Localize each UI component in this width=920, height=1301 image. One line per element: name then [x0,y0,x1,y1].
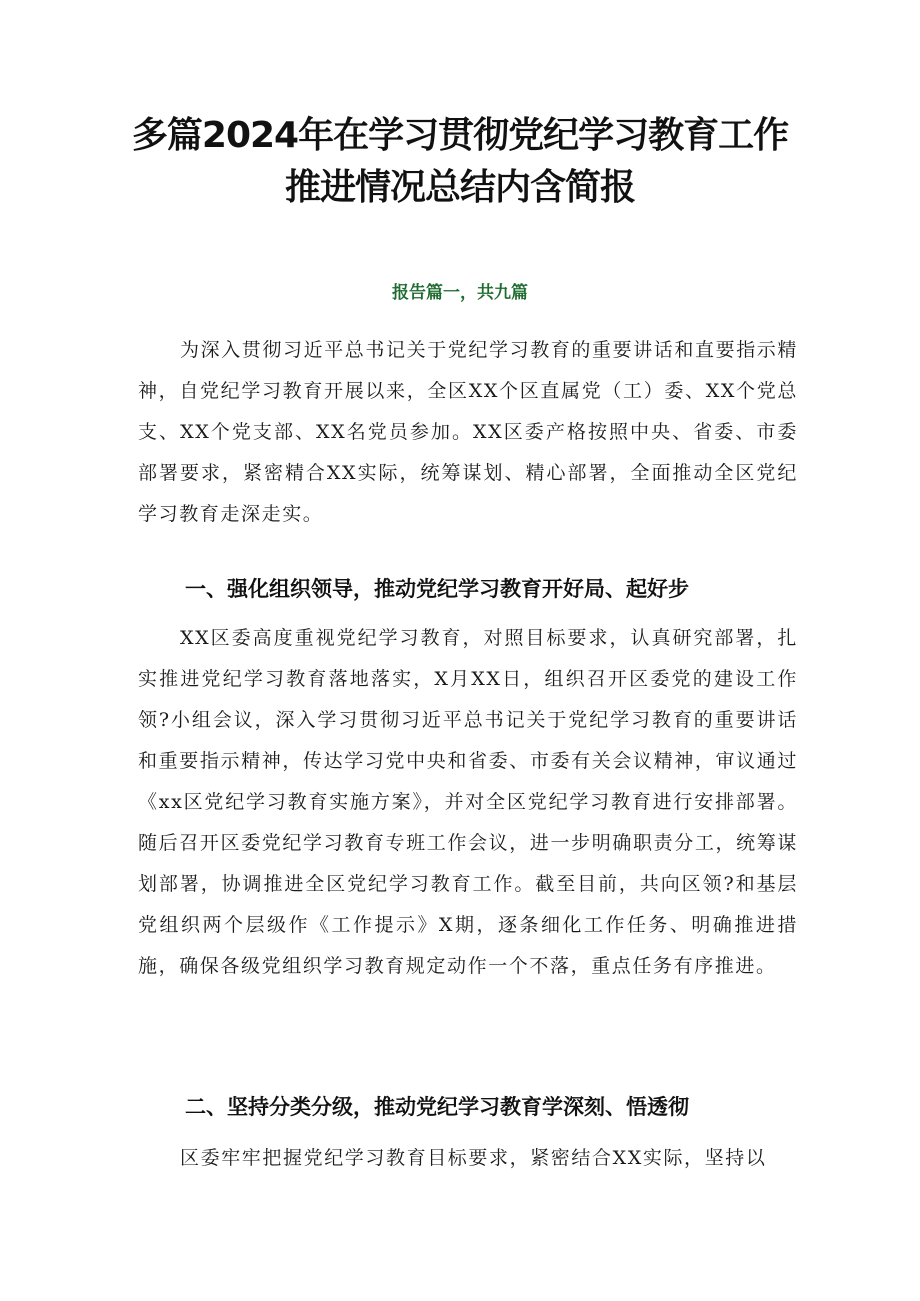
document-title-line-1: 多篇2024年在学习贯彻党纪学习教育工作 [131,115,789,156]
document-title-line-2: 推进情况总结内含简报 [284,167,635,208]
intro-paragraph: 为深入贯彻习近平总书记关于党纪学习教育的重要讲话和直要指示精神，自党纪学习教育开展以来，全区XX个区直属党（工）委、XX个党总支、XX个党支部、XX名党员参加。XX区委产格按照中央、省委、市委部署要求，紧密精合XX实际，统筹谋划、精心部署，全面推动全区党纪学习教育走深走实。 [138,339,799,525]
section-two-heading: 二、坚持分类分级，推动党纪学习教育学深刻、悟透彻 [185,1095,689,1119]
report-subtitle: 报告篇一，共九篇 [392,283,528,303]
section-two-paragraph: 区委牢牢把握党纪学习教育目标要求，紧密结合XX实际，坚持以 [180,1147,767,1169]
section-one-heading: 一、强化组织领导，推动党纪学习教育开好局、起好步 [185,577,689,601]
section-one-paragraph: XX区委高度重视党纪学习教育，对照目标要求，认真研究部署，扎实推进党纪学习教育落地落实，X月XX日，组织召开区委党的建设工作领?小组会议，深入学习贯彻习近平总书记关于党纪学习教育的重要讲话和重要指示精神，传达学习党中央和省委、市委有关会议精神，审议通过《xx区党纪学习教育实施方案》，并对全区党纪学习教育进行安排部署。随后召开区委党纪学习教育专班工作会议，进一步明确职责分工，统筹谋划部署，协调推进全区党纪学习教育工作。截至目前，共向区领?和基层党组织两个层级作《工作提示》X期，逐条细化工作任务、明确推进措施，确保各级党组织学习教育规定动作一个不落，重点任务有序推进。 [138,627,798,977]
